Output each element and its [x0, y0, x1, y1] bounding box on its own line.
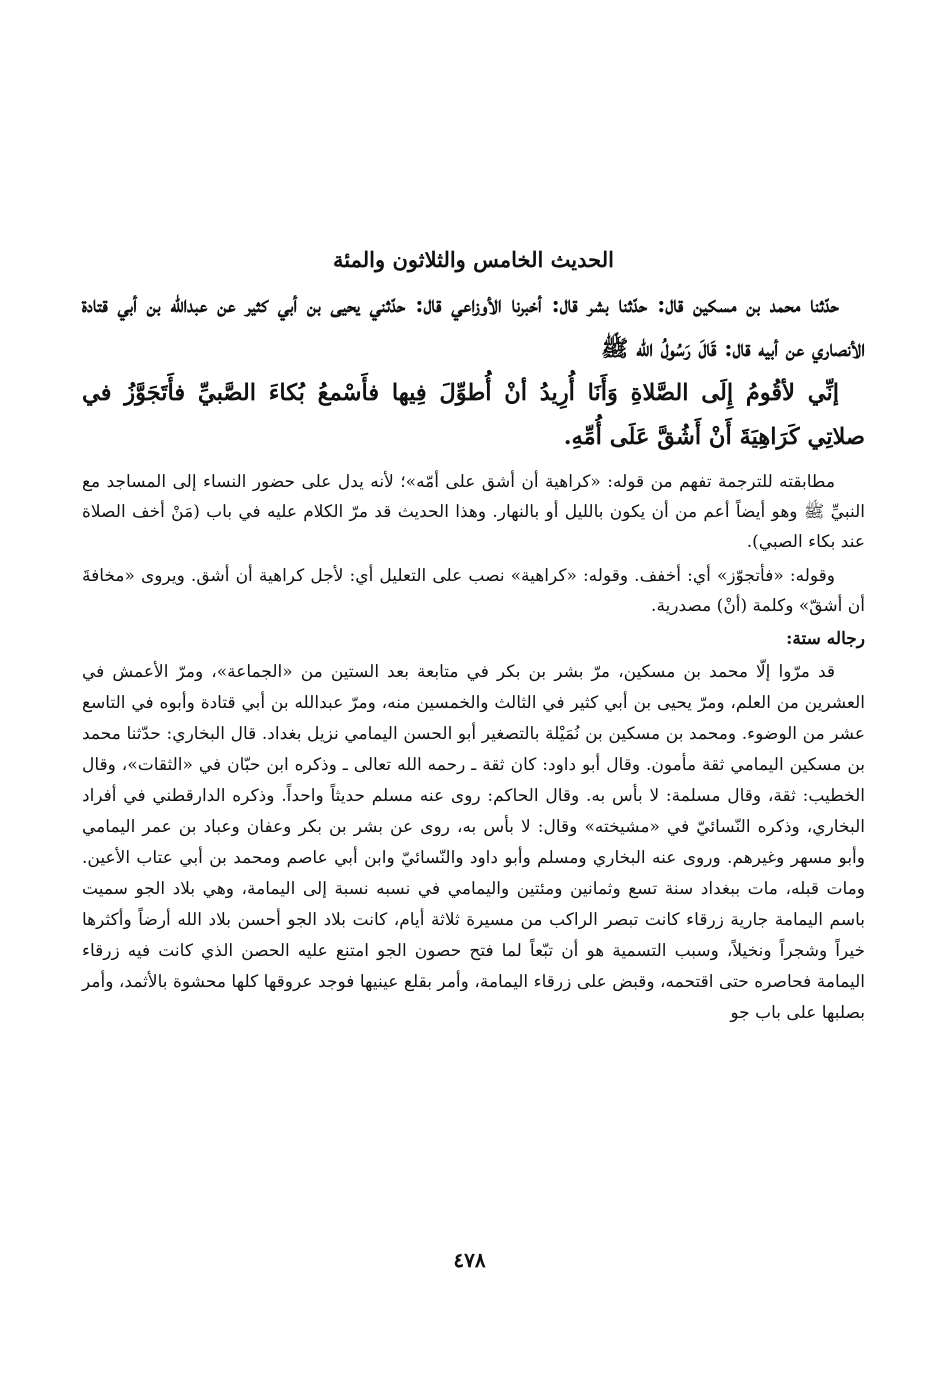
narrators-paragraph: قد مرّوا إلّا محمد بن مسكين، مرّ بشر بن بكر في متابعة بعد الستين من «الجماعة»، ومرّ الأعمش في العشرين من العلم، ومرّ يحيى بن أبي كثير في الثالث والخمسين منه، ومرّ عبدالله بن أبي قتادة وأبوه في التاسع عشر من الوضوء. ومحمد بن مسكين بن نُمَيْلة بالتصغير أبو الحسن اليمامي نزيل بغداد. قال البخاري: حدّثنا محمد بن مسكين اليمامي ثقة مأمون. وقال أبو داود: كان ثقة ـ رحمه الله تعالى ـ وذكره ابن حبّان في «الثقات»، وقال الخطيب: ثقة، وقال مسلمة: لا بأس به. وقال الحاكم: روى عنه مسلم حديثاً واحداً. وذكره الدارقطني في أفراد البخاري، وذكره النّسائيّ في «مشيخته» وقال: لا بأس به، روى عن بشر بن بكر وعفان وعباد بن عمر اليمامي وأبو مسهر وغيرهم. وروى عنه البخاري ومسلم وأبو داود والنّسائيّ وابن أبي عاصم ومحمد بن أبي عتاب الأعين. ومات قبله، مات ببغداد سنة تسع وثمانين ومئتين واليمامي في نسبه نسبة إلى اليمامة، وهي بلاد الجو سميت باسم اليمامة جارية زرقاء كانت تبصر الراكب من مسيرة ثلاثة أيام، كانت بلاد الجو أحسن بلاد الله أرضاً وأكثرها خيراً وشجراً ونخيلاً، وسبب التسمية هو أن تبّعاً لما فتح حصون الجو امتنع عليه الحصن الذي كانت فيه زرقاء اليمامة فحاصره حتى اقتحمه، وقبض على زرقاء اليمامة، وأمر بقلع عينيها فوجد عروقها كلها محشوة بالأثمد، وأمر بصلبها على باب جو: [82, 662, 865, 1023]
hadith-text: [82, 283, 865, 459]
page-number: ٤٧٨: [453, 1248, 486, 1272]
hadith-isnad: حدّثنا محمد بن مسكين قال: حدّثنا بشر قال: أخبرنا الأوزاعي قال: حدّثني يحيى بن أبي كثير عن عبدالله بن أبي قتادة الأنصاري عن أبيه قال: قَالَ رَسُولُ الله ﷺ: [82, 292, 865, 362]
commentary-paragraph-2: وقوله: «فأتجوّز» أي: أخفف. وقوله: «كراهية» نصب على التعليل أي: لأجل كراهية أن أشق. ويروى «مخافةَ أن أشقّ» وكلمة (أنْ) مصدرية.: [82, 566, 865, 616]
narrators-heading: رجاله ستة:: [786, 629, 865, 649]
commentary-paragraph-1: مطابقته للترجمة تفهم من قوله: «كراهية أن أشق على أمّه»؛ لأنه يدل على حضور النساء إلى المساجد مع النبيِّ ﷺ وهو أيضاً أعم من أن يكون بالليل أو بالنهار. وهذا الحديث قد مرّ الكلام عليه في باب (مَنْ أخف الصلاة عند بكاء الصبي).: [82, 472, 865, 552]
chapter-title: الحديث الخامس والثلاثون والمئة: [333, 247, 614, 272]
hadith-matn: إنِّي لأقُومُ إِلَى الصَّلاةِ وَأَنَا أُرِيدُ أنْ أُطوِّلَ فِيها فأَسْمعُ بُكاءَ الصَّبيِّ فأَتَجَوَّزُ في صلاتِي كَرَاهِيَةَ أَنْ أَشُقَّ عَلَى أُمِّهِ.: [82, 380, 865, 450]
page-content: [82, 245, 865, 1029]
